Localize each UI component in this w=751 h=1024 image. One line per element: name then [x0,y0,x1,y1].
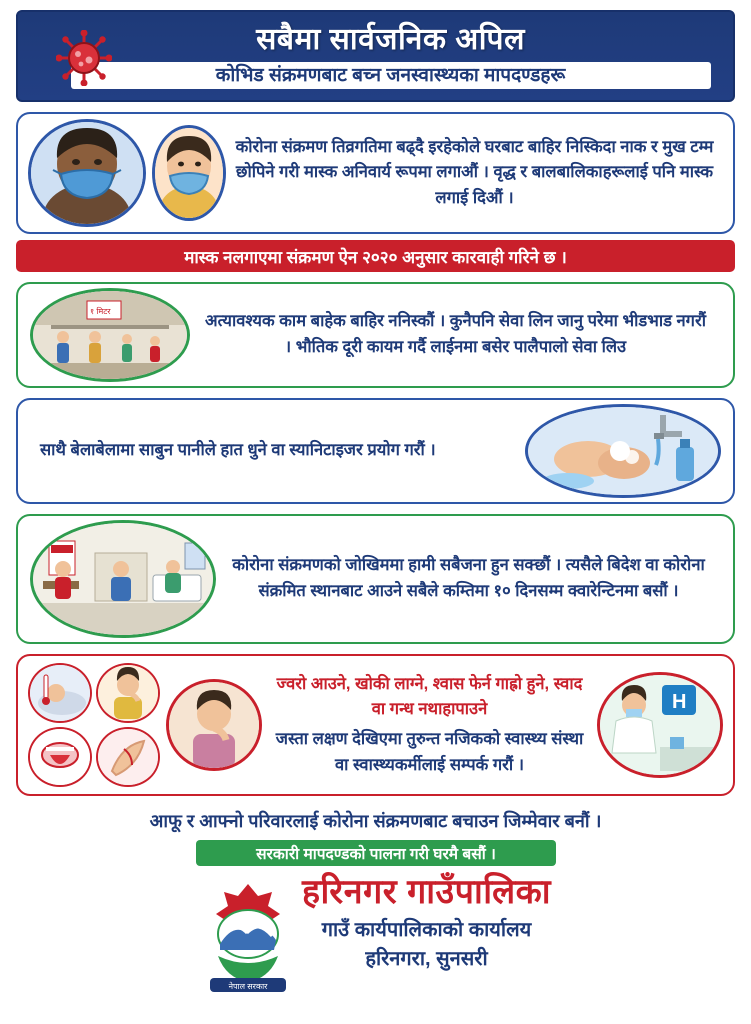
section-symptoms-text: जस्ता लक्षण देखिएमा तुरुन्त नजिकको स्वास्थ्य संस्था वा स्वास्थ्यकर्मीलाई सम्पर्क गरौं । [275,730,584,774]
tongue-taste-loss-icon [28,727,92,787]
quarantine-room-illustration [30,520,216,638]
handwashing-tap-sanitizer-illustration [525,404,721,498]
section-quarantine [16,514,735,644]
organization-block [16,874,735,1014]
poster-header [16,10,735,102]
svg-text:१ मिटर: १ मिटर [90,307,111,316]
coronavirus-icon [56,30,112,86]
section-handwash [16,398,735,504]
breathing-difficulty-icon [96,727,160,787]
section-symptoms-highlight: ज्वरो आउने, खोकी लाग्ने, श्वास फेर्न गाह्रो हुने, स्वाद वा गन्ध नथाहापाउने [276,674,583,719]
footer-responsibility-text: आफू र आफ्नो परिवारलाई कोरोना संक्रमणबाट बचाउन जिम्मेवार बनौं । [149,811,602,831]
organization-name: हरिनगर गाउँपालिका [301,873,552,911]
organization-office: गाउँ कार्यपालिकाको कार्यालय [321,919,532,942]
nepal-government-emblem [200,878,296,998]
svg-text:H: H [672,691,687,713]
enforcement-banner [16,240,735,272]
fever-thermometer-icon [28,663,92,723]
symptom-icon-grid [28,663,160,787]
section-symptoms [16,654,735,796]
section-mask-text: कोरोना संक्रमण तिव्रगतिमा बढ्दै इरहेकोले घरबाट बाहिर निस्किदा नाक र मुख टम्म छोपिने गरी मास्क अनिवार्य रूपमा लगाऔं । वृद्ध र बालबालिकाहरूलाई पनि मास्क लगाई दिऔं । [235,137,714,207]
header-subtitle: कोभिड संक्रमणबाट बच्न जनस्वास्थ्यका मापदण्डहरू [215,64,566,86]
organization-location: हरिनगरा, सुनसरी [365,948,488,971]
masked-girl-illustration [152,125,226,221]
svg-text:नेपाल सरकार: नेपाल सरकार [228,982,268,991]
health-worker-hospital-icon [597,672,723,778]
masked-man-illustration [28,119,146,227]
enforcement-banner-text: मास्क नलगाएमा संक्रमण ऐन २०२० अनुसार कारवाही गरिने छ । [184,247,567,267]
coughing-person-icon [96,663,160,723]
sore-throat-person-icon [166,679,262,771]
footer-stay-home-badge: सरकारी मापदण्डको पालना गरी घरमै बसौं । [196,840,556,866]
header-subtitle-bar [71,62,711,90]
section-quarantine-text: कोरोना संक्रमणको जोखिममा हामी सबैजना हुन सक्छौं । त्यसैले बिदेश वा कोरोना संक्रमित स्थानबाट आउने सबैले कम्तिमा १० दिनसम्म क्वारेन्टिनमा बसौं । [232,556,705,600]
section-distance [16,282,735,388]
section-mask [16,112,735,234]
section-handwash-text: साथै बेलाबेलामा साबुन पानीले हात धुने वा स्यानिटाइजर प्रयोग गरौं । [40,441,436,460]
section-distance-text: अत्यावश्यक काम बाहेक बाहिर ननिस्कौं । कुनैपनि सेवा लिन जानु परेमा भीडभाड नगरौं । भौतिक दूरी कायम गर्दै लाईनमा बसेर पालैपालो सेवा लिउ [205,312,706,356]
page-title: सबैमा सार्वजनिक अपिल [256,22,525,56]
queue-physical-distance-illustration [30,288,190,382]
